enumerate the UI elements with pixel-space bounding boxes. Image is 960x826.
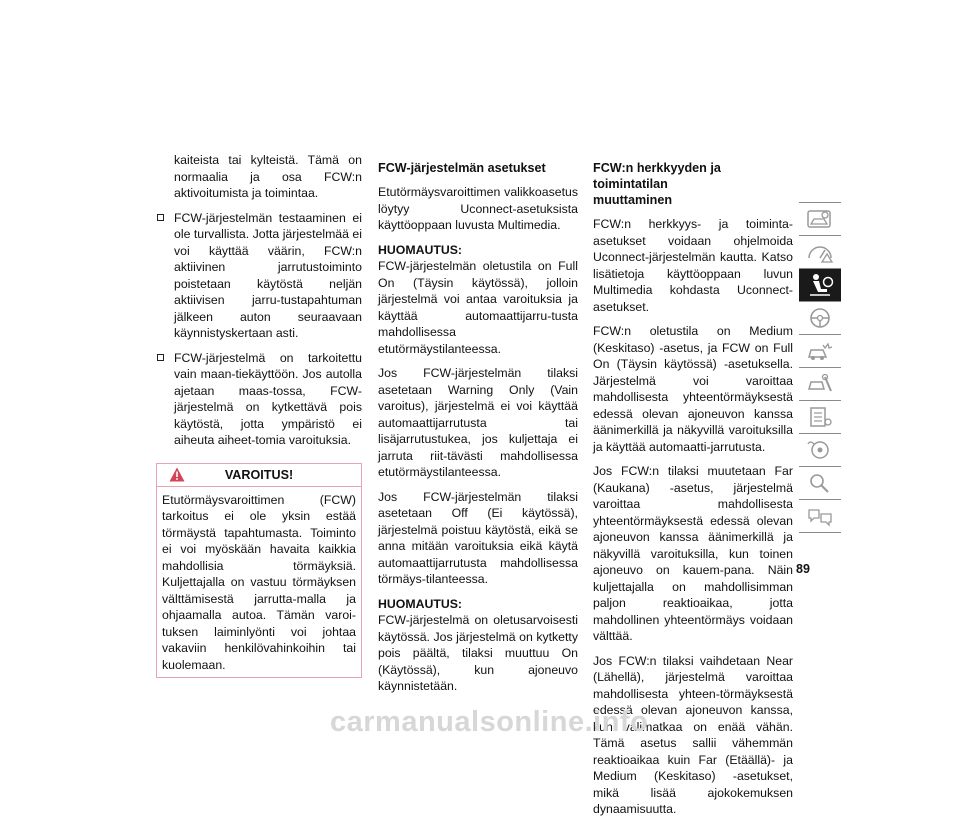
tab-emergency[interactable]: [799, 334, 841, 367]
tab-safety[interactable]: [799, 268, 841, 301]
note-text: FCW-järjestelmän oletustila on Full On (Täysin käytössä), jolloin järjestelmä voi antaa varoituksia ja käyttää automaattijarru-tusta mahdollisessa etutörmäystilanteessa.: [378, 259, 578, 356]
bullet-text: FCW-järjestelmä on tarkoitettu vain maan-tiekäyttöön. Jos autolla ajetaan maas-tossa, FCW-järjestelmä on kytkettävä pois käytöstä, jotta ympäristö ei aiheuta aiheet-tomia varoituksia.: [174, 350, 362, 447]
column-left: [156, 152, 362, 678]
tab-multimedia[interactable]: [799, 433, 841, 466]
tab-maintenance[interactable]: [799, 400, 841, 433]
note: [378, 242, 578, 358]
warning-header: [157, 464, 361, 487]
paragraph: Jos FCW:n tilaksi vaihdetaan Near (Lähellä), järjestelmä varoittaa mahdollisesta yhteen-törmäyksestä edessä olevan ajoneuvon kanssa, kun välimatkaa on enää vähän. Tämä asetus sallii vähemmän reaktioaikaa kuin Far (Etäällä)- ja Medium (Keskitaso) -asetukset, mikä lisää ajokokemuksen dynaamisuutta.: [593, 653, 793, 816]
paragraph: FCW:n oletustila on Medium (Keskitaso) -asetus, ja FCW on Full On (Täysin käytössä) -asetuksella. Järjestelmä voi varoittaa mahdollisesta yhteentörmäyksestä edessä olevan ajoneuvon kanssa äänimerkillä ja näkyvillä varoituksilla ja käyttää automaatti-jarrutusta.: [593, 324, 793, 454]
note-text: FCW-järjestelmä on oletusarvoisesti käytössä. Jos järjestelmä on kytketty pois päältä, tilaksi muuttuu On (Käytössä), kun ajoneuvo käynnistetään.: [378, 613, 578, 693]
language-icon: [805, 504, 835, 528]
column-middle: [378, 160, 578, 703]
note-title: HUOMAUTUS:: [378, 596, 463, 611]
warning-triangle-icon: [169, 467, 185, 482]
watermark: carmanualsonline.info: [330, 706, 649, 738]
section-heading: [593, 160, 793, 208]
page-number: 89: [796, 562, 810, 576]
warning-box: [156, 463, 362, 679]
note-title: HUOMAUTUS:: [378, 242, 463, 257]
steering-wheel-icon: [805, 306, 835, 330]
maintenance-list-icon: [805, 405, 835, 429]
square-bullet-icon: [157, 354, 164, 361]
car-accident-icon: [805, 339, 835, 363]
square-bullet-icon: [157, 214, 164, 221]
note: [378, 596, 578, 695]
paragraph: Jos FCW-järjestelmän tilaksi asetetaan Warning Only (Vain varoitus), järjestelmä ei voi käyttää automaattijarrutusta tai lisäjarrutustukea, jos kuljettaja ei jarruta riit-tävästi mahdollisessa etutörmäystilanteessa.: [378, 366, 578, 479]
tab-driving[interactable]: [799, 301, 841, 334]
paragraph: Jos FCW-järjestelmän tilaksi asetetaan Off (Ei käytössä), järjestelmä poistuu käytöstä, eikä se anna mitään varoituksia eikä käytä automaattijarrutusta mahdollisessa törmäys-tilanteessa.: [378, 489, 578, 586]
paragraph: Jos FCW:n tilaksi muutetaan Far (Kaukana) -asetus, järjestelmä varoittaa mahdollisesta yhteentörmäyksestä edessä olevan ajoneuvon kanssa äänimerkillä ja näkyvillä varoituksilla, kun toinen ajoneuvo on kauem-pana. Näin kuljettajalla on mahdollisimman paljon reaktioaikaa, jotta mahdollinen yhteentörmäys voidaan välttää.: [593, 464, 793, 643]
seat-airbag-safety-icon: [805, 272, 835, 298]
paragraph: FCW:n herkkyys- ja toiminta-asetukset voidaan ohjelmoida Uconnect-järjestelmän kautta. Katso lisätietoja käyttöoppaan luvun Multimedia kohdasta Uconnect-asetukset.: [593, 217, 793, 314]
multimedia-icon: [805, 438, 835, 462]
tab-language[interactable]: [799, 499, 841, 533]
tab-index[interactable]: [799, 466, 841, 499]
bullet-item: [156, 350, 362, 449]
section-heading: FCW-järjestelmän asetukset: [378, 161, 546, 175]
tab-dashboard[interactable]: [799, 235, 841, 268]
search-index-icon: [805, 471, 835, 495]
heading-line: FCW:n herkkyyden ja toimintatilan: [593, 161, 721, 191]
tab-car-info[interactable]: [799, 202, 841, 235]
chapter-tabs: [799, 202, 841, 533]
warning-text: Etutörmäysvaroittimen (FCW) tarkoitus ei ole yksin estää törmäystä tapahtumasta. Toiminto ei voi myöskään havaita kaikkia mahdollisia törmäyksiä. Kuljettajalla on vastuu törmäyksen välttämisestä jarrutta-malla ja ohjaamalla autoa. Tämän varoi-tuksen laiminlyönti voi johtaa vakaviin henkilövahinkoihin tai kuolemaan.: [162, 492, 356, 672]
intro-paragraph: kaiteista tai kylteistä. Tämä on normaalia ja osa FCW:n aktivoitumista ja toimintaa.: [174, 153, 362, 200]
bullet-text: FCW-järjestelmän testaaminen ei ole turvallista. Jotta järjestelmää ei voi käyttää väärin, FCW:n aktiivinen jarrutustoiminto poistetaan käytöstä neljän aktiivisen jarru-tustapahtuman jälkeen auton seuraavaan käynnistyskertaan asti.: [174, 210, 362, 340]
dashboard-warning-icon: [805, 240, 835, 264]
bullet-item: [156, 210, 362, 342]
heading-line: muuttaminen: [593, 193, 673, 207]
car-service-icon: [805, 372, 835, 396]
tab-service[interactable]: [799, 367, 841, 400]
paragraph: Etutörmäysvaroittimen valikkoasetus löytyy Uconnect-asetuksista käyttöoppaan luvusta Multimedia.: [378, 185, 578, 232]
car-info-icon: [805, 207, 835, 231]
warning-title: VAROITUS!: [224, 467, 294, 482]
